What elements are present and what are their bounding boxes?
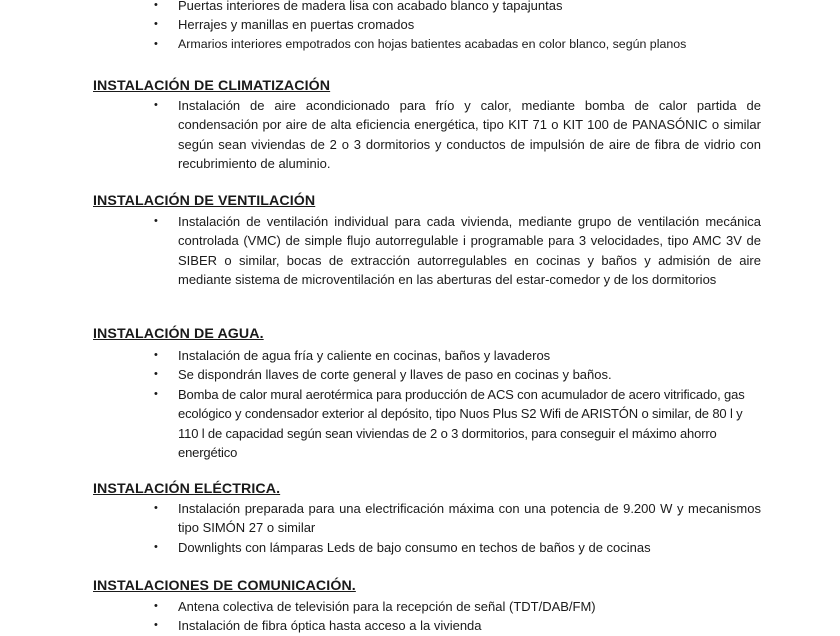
section-title-electrica: INSTALACIÓN ELÉCTRICA. <box>93 481 281 497</box>
carpentry-list <box>0 0 840 54</box>
list-item: • Bomba de calor mural aerotérmica para producción de ACS con acumulador de acero vitrificado, gas ecológico y condensador exterior al depósito, tipo Nuos Plus S2 Wifi de ARISTÓN o similar, de 80 l y 110 l de capacidad según sean viviendas de 2 o 3 dormitorios, para conseguir el máximo ahorro energético <box>154 386 745 461</box>
bullet-icon: • <box>154 619 158 632</box>
electrica-list <box>0 499 840 557</box>
agua-list <box>0 346 840 462</box>
climatizacion-list <box>0 96 840 174</box>
bullet-icon: • <box>154 349 158 361</box>
list-item: • Armarios interiores empotrados con hojas batientes acabadas en color blanco, según planos <box>0 35 761 54</box>
bullet-icon: • <box>154 540 158 553</box>
bullet-icon: • <box>154 368 158 381</box>
list-item: • Downlights con lámparas Leds de bajo consumo en techos de baños y de cocinas <box>0 538 761 557</box>
bullet-icon: • <box>154 99 158 111</box>
list-item: • Instalación de agua fría y caliente en cocinas, baños y lavaderos <box>0 346 761 365</box>
list-item: • Puertas interiores de madera lisa con acabado blanco y tapajuntas <box>0 0 761 15</box>
list-item: • Instalación de fibra óptica hasta acceso a la vivienda <box>0 616 761 635</box>
bullet-icon: • <box>154 387 158 400</box>
bullet-icon: • <box>154 0 158 11</box>
bullet-icon: • <box>154 37 158 50</box>
bullet-icon: • <box>154 18 158 31</box>
list-item: • Herrajes y manillas en puertas cromados <box>0 15 761 34</box>
bullet-icon: • <box>154 215 158 227</box>
ventilacion-list <box>0 212 840 290</box>
list-item: • Antena colectiva de televisión para la recepción de señal (TDT/DAB/FM) <box>0 597 761 616</box>
bullet-icon: • <box>154 502 158 514</box>
section-title-climatizacion: INSTALACIÓN DE CLIMATIZACIÓN <box>93 78 331 94</box>
list-item: • Instalación preparada para una electrificación máxima con una potencia de 9.200 W y mecanismos tipo SIMÓN 27 o similar <box>154 501 761 536</box>
section-title-ventilacion: INSTALACIÓN DE VENTILACIÓN <box>93 193 316 209</box>
bullet-icon: • <box>154 600 158 612</box>
list-item: • Instalación de aire acondicionado para frío y calor, mediante bomba de calor partida de condensación por aire de alta eficiencia energética, tipo KIT 71 o KIT 100 de PANASÓNIC o similar según sean viviendas de 2 o 3 dormitorios y conductos de impulsión de aire de fibra de vidrio con recubrimiento de aluminio. <box>154 98 761 172</box>
list-item: • Se dispondrán llaves de corte general y llaves de paso en cocinas y baños. <box>0 365 761 384</box>
section-title-agua: INSTALACIÓN DE AGUA. <box>93 326 264 342</box>
list-item: • Instalación de ventilación individual para cada vivienda, mediante grupo de ventilación mecánica controlada (VMC) de simple flujo autorregulable i programable para 3 velocidades, tipo AMC 3V de SIBER o similar, bocas de extracción autorregulables en cocinas y baños y admisión de aire mediante sistema de microventilación en las aberturas del estar-comedor y de los dormitorios <box>154 214 761 288</box>
section-title-comunicacion: INSTALACIONES DE COMUNICACIÓN. <box>93 578 356 594</box>
